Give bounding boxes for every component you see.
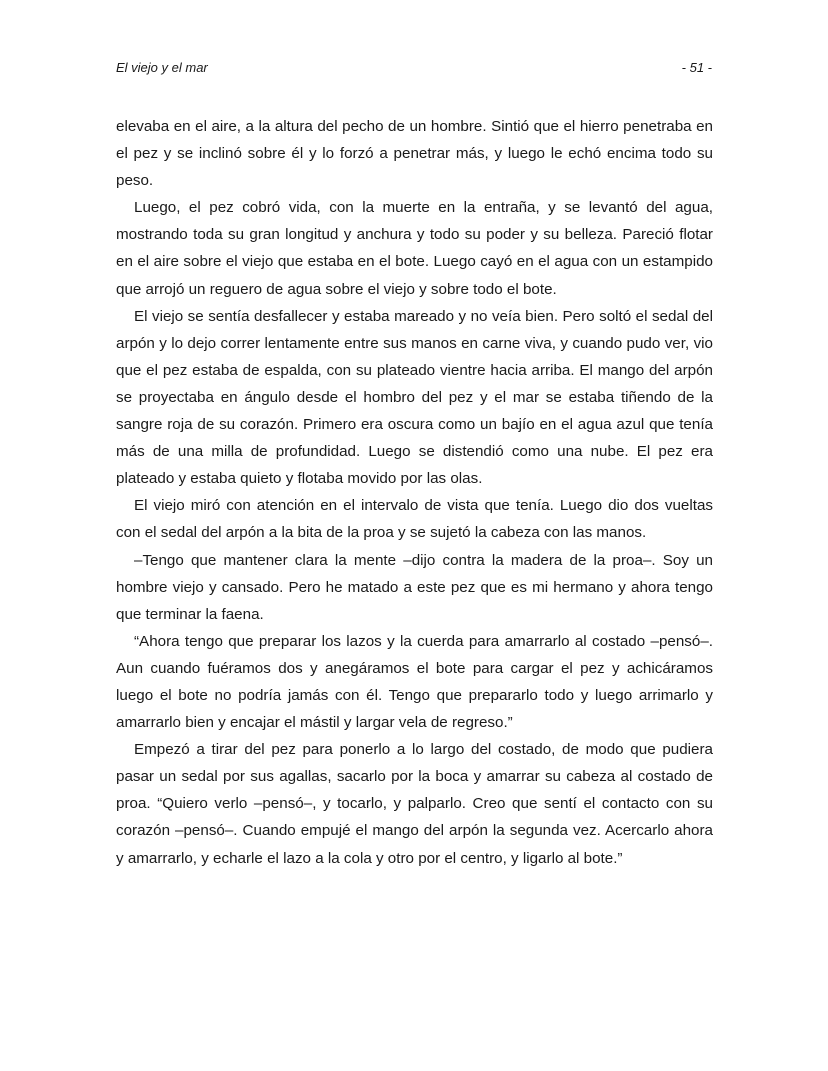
paragraph: El viejo se sentía desfallecer y estaba mareado y no veía bien. Pero soltó el sedal del arpón y lo dejo correr lentamente entre sus manos en carne viva, y cuando pudo ver, vio que el pez estaba de espalda, con su plateado vientre hacia arriba. El mango del arpón se proyectaba en ángulo desde el hombro del pez y el mar se estaba tiñendo de la sangre roja de su corazón. Primero era oscura como un bajío en el agua azul que tenía más de una milla de profundidad. Luego se distendió como una nube. El pez era plateado y estaba quieto y flotaba movido por las olas.	[116, 307, 713, 488]
paragraph: “Ahora tengo que preparar los lazos y la cuerda para amarrarlo al costado –pensó–. Aun cuando fuéramos dos y anegáramos el bote para cargar el pez y achicáramos luego el bote no podría jamás con él. Tengo que prepararlo todo y luego arrimarlo y amarrarlo bien y encajar el mástil y largar vela de regreso.”	[116, 632, 713, 732]
paragraph: Empezó a tirar del pez para ponerlo a lo largo del costado, de modo que pudiera pasar un sedal por sus agallas, sacarlo por la boca y amarrar su cabeza al costado de proa. “Quiero verlo –pensó–, y tocarlo, y palparlo. Creo que sentí el contacto con su corazón –pensó–. Cuando empujé el mango del arpón la segunda vez. Acercarlo ahora y amarrarlo, y echarle el lazo a la cola y otro por el centro, y ligarlo al bote.”	[116, 741, 713, 867]
paragraph: Luego, el pez cobró vida, con la muerte en la entraña, y se levantó del agua, mostrando toda su gran longitud y anchura y todo su poder y su belleza. Pareció flotar en el aire sobre el viejo que estaba en el bote. Luego cayó en el agua con un estampido que arrojó un reguero de agua sobre el viejo y sobre todo el bote.	[116, 199, 713, 298]
paragraph: elevaba en el aire, a la altura del pecho de un hombre. Sintió que el hierro penetraba en el pez y se inclinó sobre él y lo forzó a penetrar más, y luego le echó encima todo su peso.	[116, 118, 713, 190]
page-number: - 51 -	[681, 60, 712, 75]
book-title: El viejo y el mar	[116, 60, 208, 75]
running-header	[116, 58, 712, 78]
body-text	[116, 113, 713, 872]
paragraph: El viejo miró con atención en el intervalo de vista que tenía. Luego dio dos vueltas con el sedal del arpón a la bita de la proa y se sujetó la cabeza con las manos.	[116, 497, 713, 542]
paragraph: –Tengo que mantener clara la mente –dijo contra la madera de la proa–. Soy un hombre viejo y cansado. Pero he matado a este pez que es mi hermano y ahora tengo que terminar la faena.	[116, 551, 713, 623]
